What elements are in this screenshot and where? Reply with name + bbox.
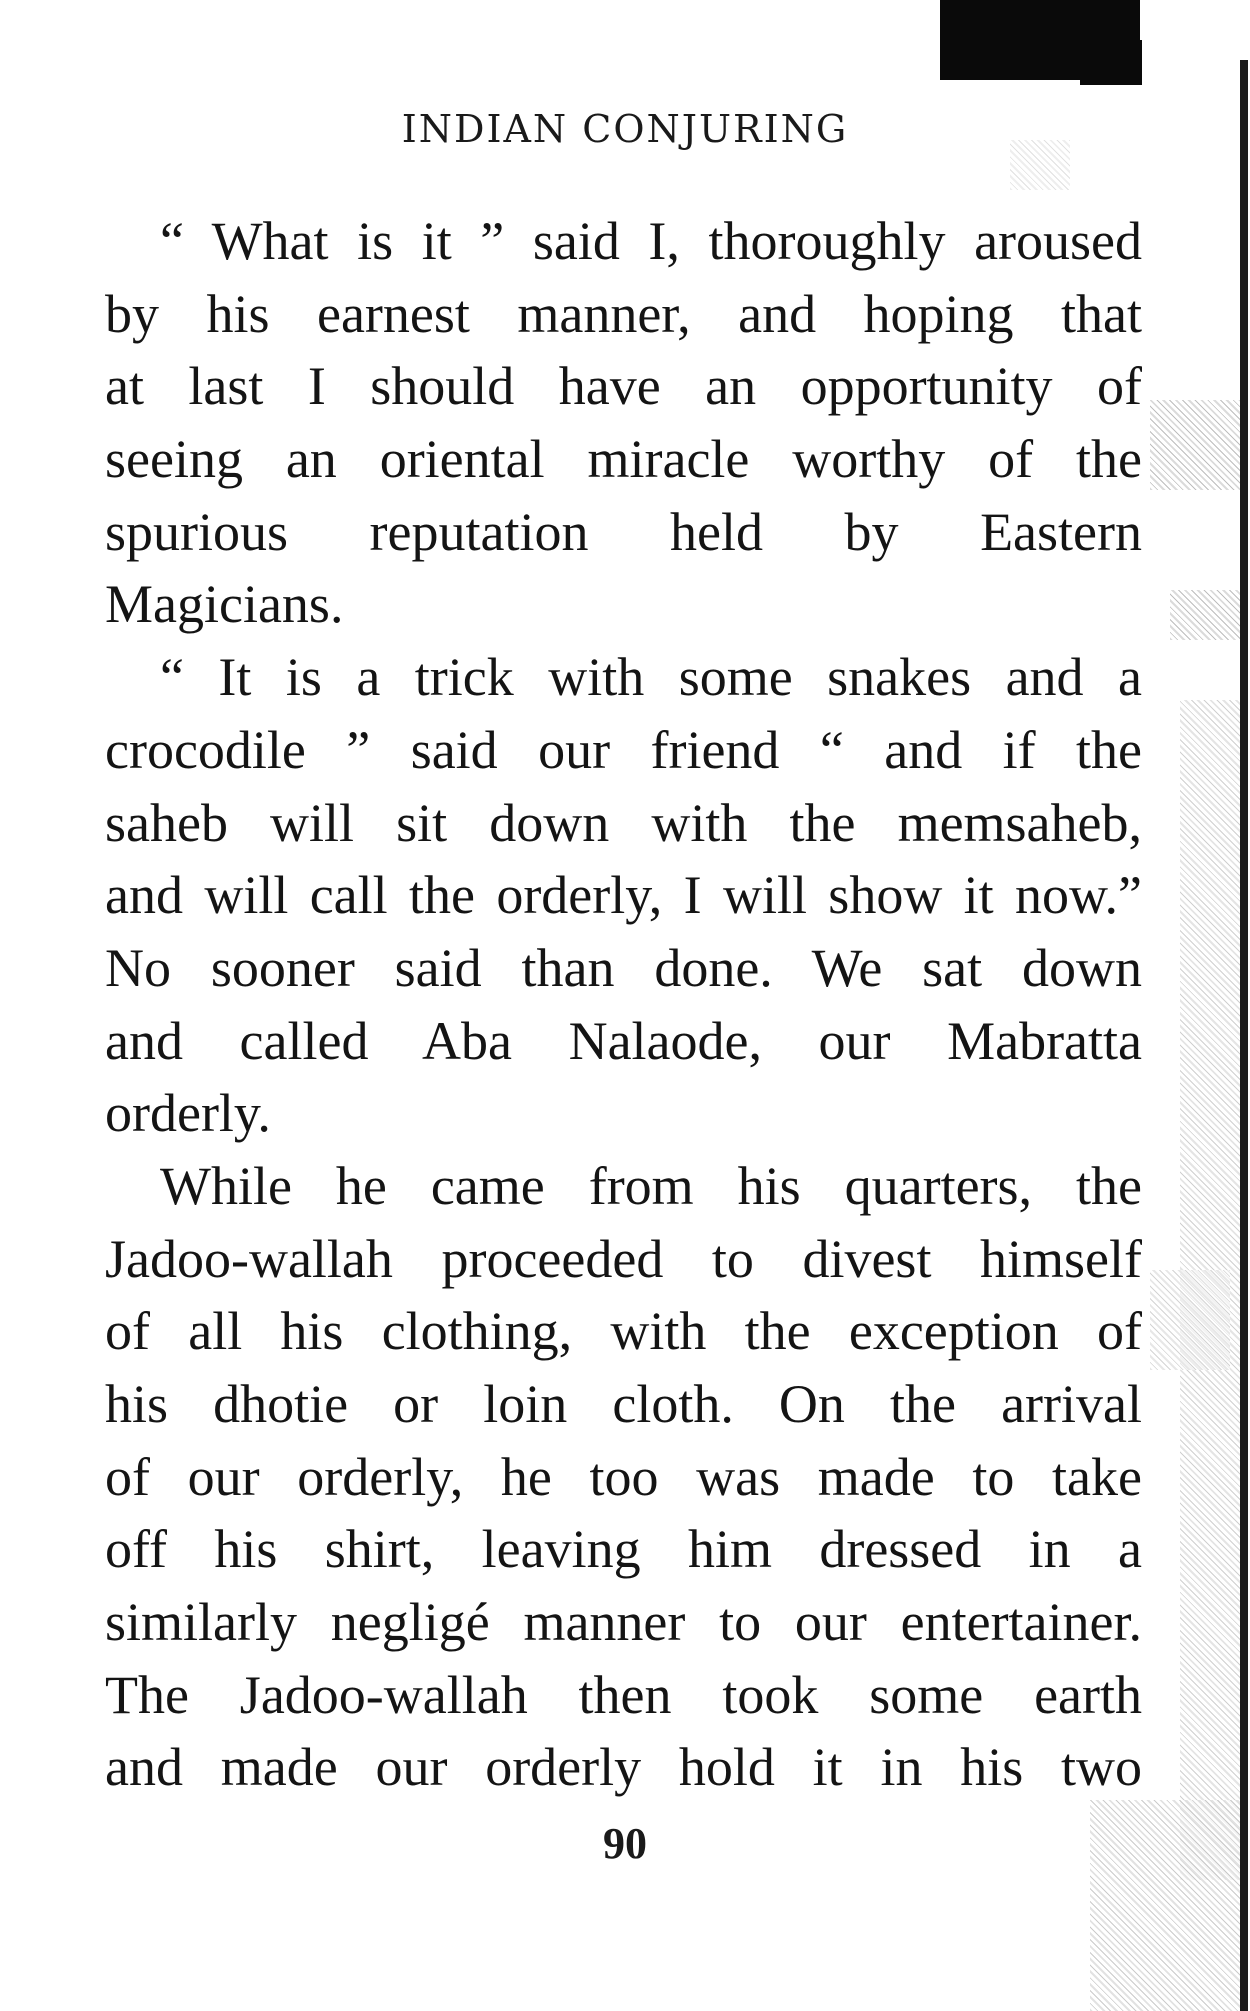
text-line: off his shirt, leaving him dressed in a xyxy=(105,1519,1142,1580)
running-head: INDIAN CONJURING xyxy=(401,107,849,151)
text-line: Jadoo-wallah proceeded to divest himself xyxy=(105,1228,1142,1289)
text-line: saheb will sit down with the memsaheb, xyxy=(105,792,1142,853)
text-line: at last I should have an opportunity of xyxy=(105,356,1142,417)
text-line: While he came from his quarters, the xyxy=(160,1155,1142,1216)
page-edge-shadow xyxy=(1240,60,1248,2011)
text-line: and will call the orderly, I will show it now.” xyxy=(105,865,1142,926)
text-line: The Jadoo-wallah then took some earth xyxy=(105,1664,1142,1725)
text-line: and called Aba Nalaode, our Mabratta xyxy=(105,1010,1142,1071)
body-text xyxy=(105,205,1142,1804)
text-line: “ What is it ” said I, thoroughly aroused xyxy=(160,211,1142,271)
text-line: Magicians. xyxy=(105,574,344,635)
scan-speckle xyxy=(1170,590,1240,640)
page-number: 90 xyxy=(603,1819,647,1868)
text-line: his dhotie or loin cloth. On the arrival xyxy=(105,1374,1142,1434)
text-line: and made our orderly hold it in his two xyxy=(105,1737,1142,1798)
text-line: of our orderly, he too was made to take xyxy=(105,1446,1142,1507)
text-line: “ It is a trick with some snakes and a xyxy=(160,647,1142,708)
text-line: orderly. xyxy=(105,1083,271,1144)
text-line: crocodile ” said our friend “ and if the xyxy=(105,719,1142,780)
text-line: seeing an oriental miracle worthy of the xyxy=(105,429,1142,490)
text-line: by his earnest manner, and hoping that xyxy=(105,283,1142,344)
text-line: No sooner said than done. We sat down xyxy=(105,937,1142,998)
text-line: similarly negligé manner to our entertainer. xyxy=(105,1592,1142,1653)
scan-tab-mark-extension xyxy=(1080,40,1142,85)
text-line: spurious reputation held by Eastern xyxy=(105,501,1142,562)
text-line: of all his clothing, with the exception of xyxy=(105,1301,1142,1362)
scan-speckle xyxy=(1150,400,1240,490)
scan-speckle xyxy=(1150,1270,1230,1370)
